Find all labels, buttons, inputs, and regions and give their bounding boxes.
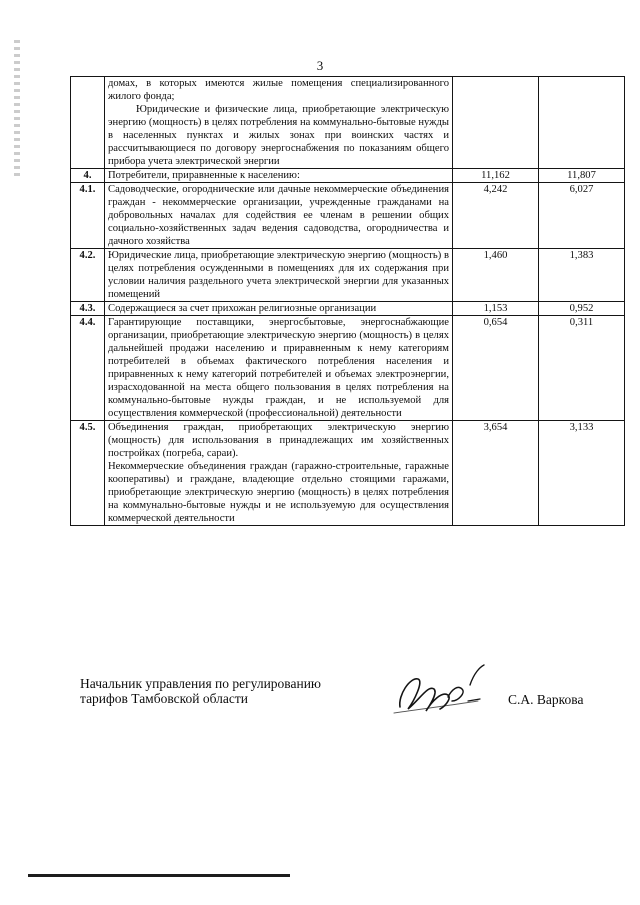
description-paragraph: Юридические и физические лица, приобретающие электрическую энергию (мощность) в целях потребления на коммунально-бытовые нужды в населенных пунктах и жилых зонах при воинских частях и рассчитывающиеся по договору энергоснабжения по показаниям общего прибора учета электрической энергии — [108, 104, 449, 167]
row-number — [71, 77, 105, 169]
description-paragraph: Некоммерческие объединения граждан (гаражно-строительные, гаражные кооперативы) и граждане, владеющие отдельно стоящими гаражами, приобретающие электрическую энергию (мощность) в целях потребления на коммунально-бытовые нужды и не используемую для осуществления коммерческой деятельности — [108, 461, 449, 524]
consumer-category-description — [105, 77, 453, 169]
tariff-value1: 11,162 — [453, 169, 539, 183]
row-number: 4.3. — [71, 302, 105, 316]
tariff-value2: 11,807 — [539, 169, 625, 183]
description-paragraph: Гарантирующие поставщики, энергосбытовые, энергоснабжающие организации, приобретающие электрическую энергию (мощность) в целях дальнейшей продажи населению и приравненным к нему категориям потребителей в объемах фактического потребления населения и приравненных к нему категорий потребителей и объемах электроэнергии, израсходованной на места общего пользования в целях потребления на коммунально-бытовые нужды граждан, и не используемой для осуществления коммерческой (профессиональной) деятельности — [108, 317, 449, 419]
tariff-value2: 0,311 — [539, 316, 625, 421]
bottom-divider — [28, 874, 290, 877]
tariff-value1: 1,460 — [453, 249, 539, 302]
description-paragraph: Объединения граждан, приобретающих электрическую энергию (мощность) для использования в принадлежащих им хозяйственных постройках (погреба, сараи). — [108, 422, 449, 459]
row-number: 4.1. — [71, 183, 105, 249]
description-paragraph: Садоводческие, огороднические или дачные некоммерческие объединения граждан - некоммерческие организации, учрежденные гражданами на добровольных началах для содействия ее членам в решении общих социально-хозяйственных задач ведения садоводства, огородничества и дачного хозяйства — [108, 184, 449, 247]
tariff-value1 — [453, 77, 539, 169]
tariff-value1: 4,242 — [453, 183, 539, 249]
row-number: 4.4. — [71, 316, 105, 421]
table-row — [71, 249, 625, 302]
row-number: 4.2. — [71, 249, 105, 302]
consumer-category-description — [105, 316, 453, 421]
description-paragraph: Потребители, приравненные к населению: — [108, 170, 300, 181]
tariff-value1: 3,654 — [453, 421, 539, 526]
table-row — [71, 183, 625, 249]
position-title-line-1: Начальник управления по регулированию — [80, 676, 322, 691]
description-paragraph: Юридические лица, приобретающие электрическую энергию (мощность) в целях потребления осужденными в помещениях для их содержания при условии наличия раздельного учета электрической энергии для указанных помещений — [108, 250, 449, 300]
table-row — [71, 77, 625, 169]
description-paragraph: домах, в которых имеются жилые помещения специализированного жилого фонда; — [108, 78, 449, 102]
tariff-table — [70, 76, 625, 526]
tariff-value2 — [539, 77, 625, 169]
table-row — [71, 302, 625, 316]
consumer-category-description — [105, 183, 453, 249]
table-row — [71, 169, 625, 183]
page-number: 3 — [316, 58, 324, 73]
table-row — [71, 421, 625, 526]
tariff-value2: 3,133 — [539, 421, 625, 526]
description-paragraph: Содержащиеся за счет прихожан религиозные организации — [108, 303, 377, 314]
consumer-category-description — [105, 302, 453, 316]
consumer-category-description — [105, 169, 453, 183]
tariff-value2: 6,027 — [539, 183, 625, 249]
tariff-table-body — [71, 77, 625, 526]
row-number: 4. — [71, 169, 105, 183]
consumer-category-description — [105, 249, 453, 302]
handwritten-signature — [392, 655, 502, 725]
position-title-line-2: тарифов Тамбовской области — [80, 691, 248, 706]
tariff-value1: 1,153 — [453, 302, 539, 316]
signature-block — [80, 676, 321, 706]
tariff-value2: 1,383 — [539, 249, 625, 302]
tariff-value1: 0,654 — [453, 316, 539, 421]
tariff-value2: 0,952 — [539, 302, 625, 316]
row-number: 4.5. — [71, 421, 105, 526]
signatory-name: С.А. Варкова — [508, 692, 584, 707]
table-row — [71, 316, 625, 421]
consumer-category-description — [105, 421, 453, 526]
